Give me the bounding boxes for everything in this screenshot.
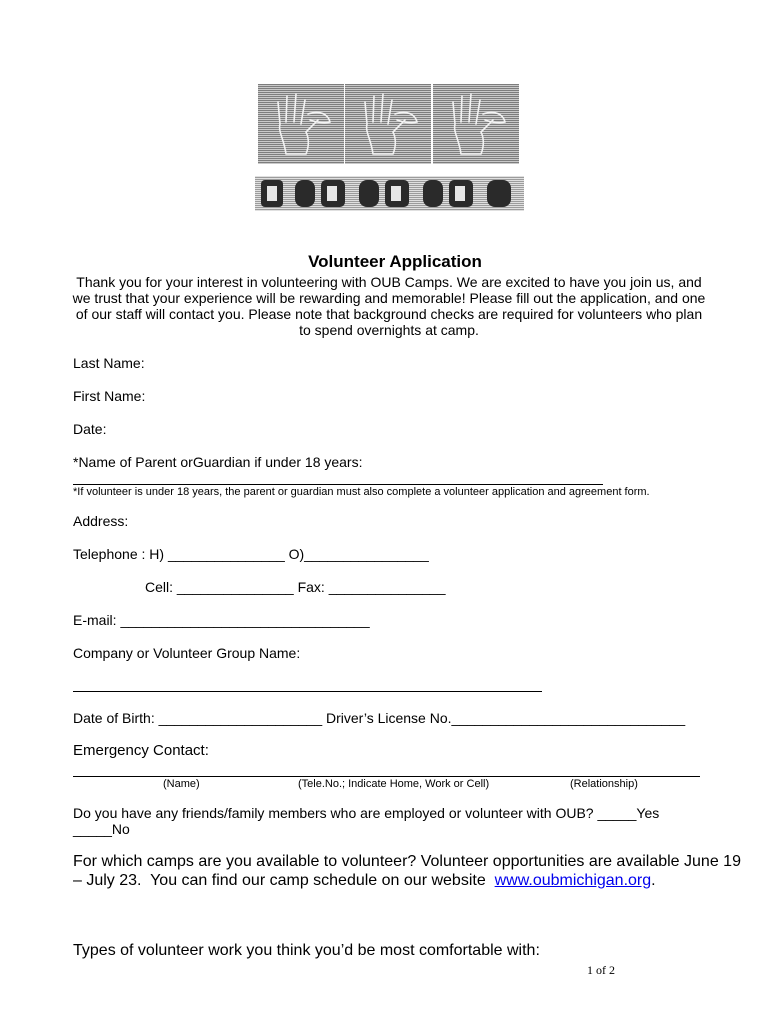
cell-fax-fields[interactable]: Cell: _______________ Fax: _______________ [145,579,446,595]
camps-question-line: For which camps are you available to volunteer? Volunteer opportunities are available June 19 [73,853,741,870]
intro-text [0,274,770,338]
company-label: Company or Volunteer Group Name: [73,645,301,661]
intro-line: of our staff will contact you. Please note that background checks are required for volunteers who plan [75,306,703,322]
date-label: Date: [73,421,107,437]
dob-license-fields[interactable]: Date of Birth: _____________________ Driver’s License No.______________________________ [73,710,686,726]
page-number: 1 of 2 [587,963,615,977]
intro-line: we trust that your experience will be rewarding and memorable! Please fill out the application, and one [72,290,706,306]
parent-name-field[interactable] [73,484,603,485]
page-title: Volunteer Application [308,252,482,271]
hand-icon [258,84,344,164]
work-types-question: Types of volunteer work you think you’d be most comfortable with: [73,942,540,959]
last-name-label: Last Name: [73,355,145,371]
hand-icon [433,84,519,164]
emergency-contact-label: Emergency Contact: [73,742,209,759]
company-field[interactable] [73,691,542,692]
camps-question-line [73,871,723,890]
emergency-phone-caption: (Tele.No.; Indicate Home, Work or Cell) [298,778,490,790]
intro-line: Thank you for your interest in volunteering with OUB Camps. We are excited to have you join us, and [76,274,702,290]
address-label: Address: [73,513,129,529]
hand-icon [345,84,431,164]
emergency-name-caption: (Name) [163,778,200,790]
first-name-label: First Name: [73,388,146,404]
emergency-contact-field[interactable] [73,776,700,777]
parent-note: *If volunteer is under 18 years, the parent or guardian must also complete a volunteer application and agreement form. [73,486,650,498]
camps-question-text: – July 23. You can find our camp schedule on our website [73,872,495,889]
friends-question-no[interactable]: _____No [73,821,130,837]
logo-wordmark [255,176,524,211]
friends-question[interactable]: Do you have any friends/family members who are employed or volunteer with OUB? _____Yes [73,805,660,821]
camps-question [73,852,741,890]
website-link[interactable]: www.oubmichigan.org [494,872,652,889]
emergency-relationship-caption: (Relationship) [570,778,638,790]
parent-name-label: *Name of Parent orGuardian if under 18 years: [73,454,363,470]
camps-question-period: . [651,872,656,889]
email-field[interactable]: E-mail: ________________________________ [73,612,370,628]
telephone-fields[interactable]: Telephone : H) _______________ O)________________ [73,546,429,562]
intro-line: to spend overnights at camp. [299,322,479,338]
